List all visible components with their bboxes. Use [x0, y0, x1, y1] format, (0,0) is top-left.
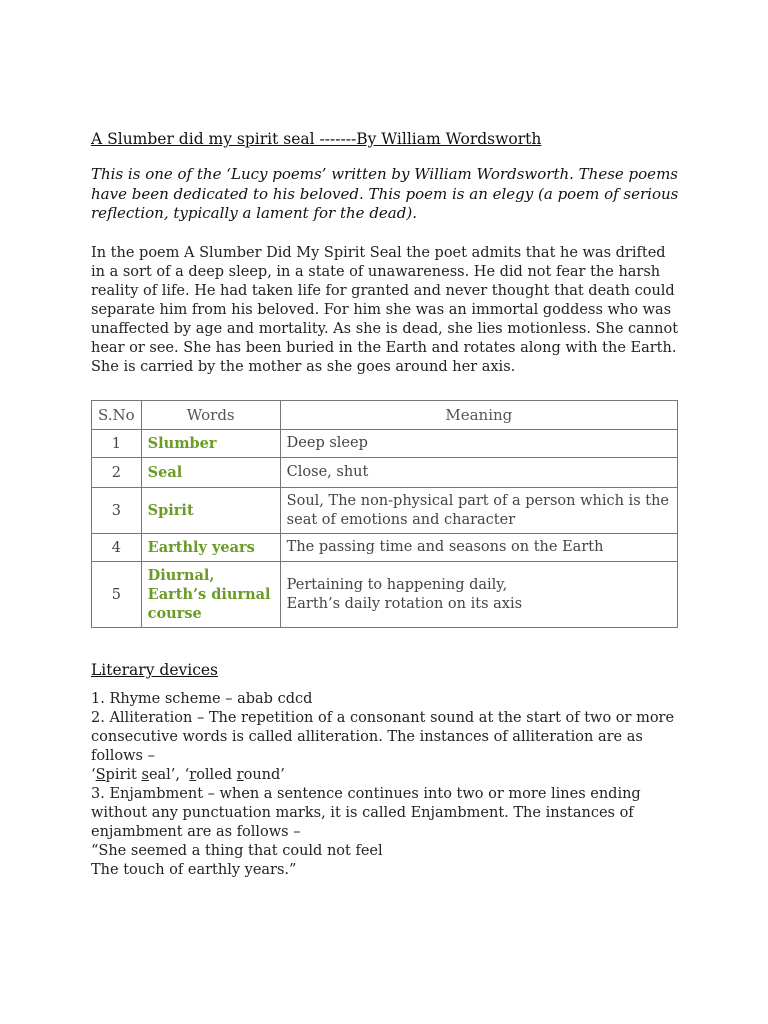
alliteration-letter: S [95, 767, 106, 783]
example-text: olled [196, 767, 237, 783]
alliteration-letter: r [189, 767, 197, 783]
rhyme-scheme-item: 1. Rhyme scheme – abab cdcd [91, 691, 313, 707]
row-word-line: Earth’s diurnal course [147, 586, 271, 622]
row-meaning: Deep sleep [280, 430, 677, 458]
alliteration-item: 2. Alliteration – The repetition of a consonant sound at the start of two or more consecutive words is called alliteration. The instances of alliteration are as follows – [91, 710, 675, 764]
header-words: Words [141, 401, 280, 430]
summary-paragraph: In the poem A Slumber Did My Spirit Seal the poet admits that he was drifted in a sort of a deep sleep, in a state of unawareness. He did not fear the harsh reality of life. He had taken life for granted and never thought that death could separate him from his beloved. For him she was an immortal goddess who was unaffected by age and mortality. As she is dead, she lies motionless. She cannot hear or see. She has been buried in the Earth and rotates along with the Earth. She is carried by the mother as she goes around her axis. [91, 245, 679, 375]
row-sno: 2 [92, 458, 142, 488]
alliteration-examples [91, 766, 681, 785]
row-word: Spirit [141, 488, 280, 534]
table-row [92, 458, 678, 488]
row-word: Seal [141, 458, 280, 488]
example-text: ound’ [243, 767, 285, 783]
row-word: Slumber [141, 430, 280, 458]
table-row [92, 488, 678, 534]
literary-devices-list [91, 690, 681, 880]
row-meaning: The passing time and seasons on the Earth [280, 534, 677, 562]
row-meaning-line: Earth’s daily rotation on its axis [286, 595, 523, 612]
alliteration-letter: r [236, 767, 244, 783]
row-word: Earthly years [141, 534, 280, 562]
table-row [92, 534, 678, 562]
quote-line: The touch of earthly years.” [91, 862, 297, 878]
vocabulary-table [91, 400, 678, 628]
row-sno: 5 [92, 562, 142, 628]
enjambment-item: 3. Enjambment – when a sentence continues into two or more lines ending without any punctuation marks, it is called Enjambment. The instances of enjambment are as follows – [91, 786, 641, 840]
row-meaning: Close, shut [280, 458, 677, 488]
row-sno: 3 [92, 488, 142, 534]
quote-line: “She seemed a thing that could not feel [91, 843, 383, 859]
table-header-row [92, 401, 678, 430]
row-word [141, 562, 280, 628]
table-row [92, 562, 678, 628]
row-sno: 1 [92, 430, 142, 458]
example-text: pirit [105, 767, 142, 783]
table-row [92, 430, 678, 458]
intro-paragraph: This is one of the ‘Lucy poems’ written by William Wordsworth. These poems have been dedicated to his beloved. This poem is an elegy (a poem of serious reflection, typically a lament for the dead). [91, 165, 679, 222]
row-word-line: Diurnal, [147, 567, 215, 584]
header-meaning: Meaning [280, 401, 677, 430]
document-title: A Slumber did my spirit seal -------By William Wordsworth [91, 130, 542, 148]
literary-devices-heading: Literary devices [91, 661, 219, 679]
row-meaning-line: Pertaining to happening daily, [286, 576, 508, 593]
row-meaning [280, 562, 677, 628]
row-sno: 4 [92, 534, 142, 562]
example-text: ‘ [91, 767, 96, 783]
header-sno: S.No [92, 401, 142, 430]
alliteration-letter: s [141, 767, 149, 783]
example-text: eal’, ‘ [148, 767, 190, 783]
row-meaning: Soul, The non-physical part of a person which is the seat of emotions and character [280, 488, 677, 534]
